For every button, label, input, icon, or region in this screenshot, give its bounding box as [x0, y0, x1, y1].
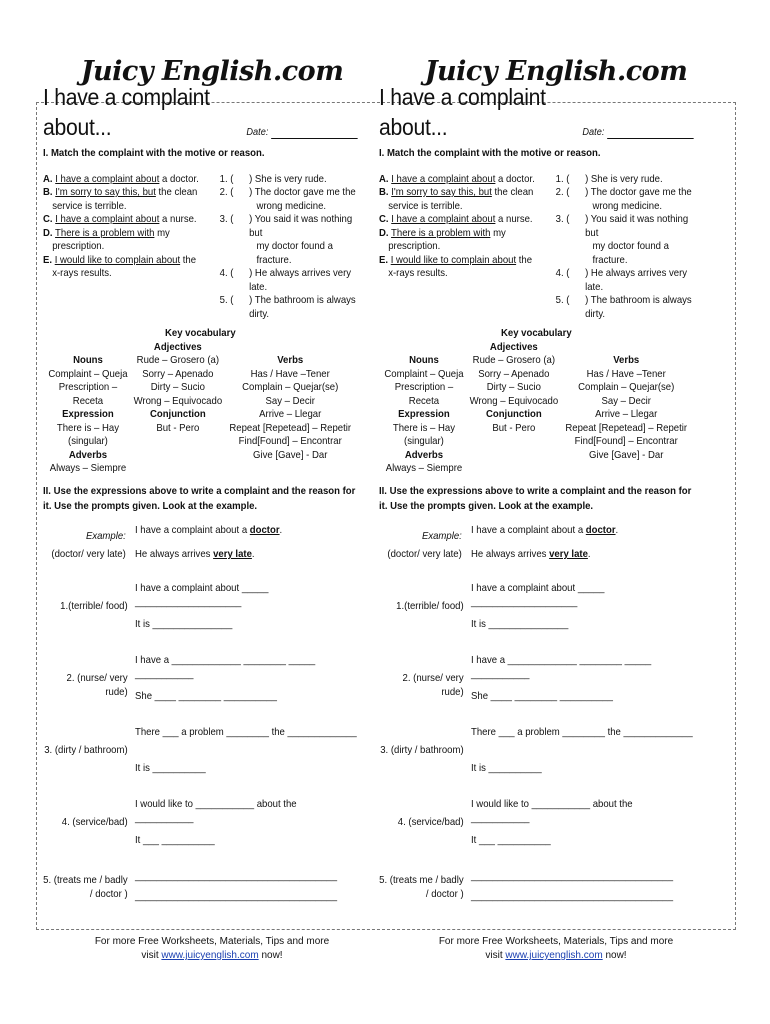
- writing-task: [379, 798, 694, 870]
- task-prompt: 5. (treats me / badly / doctor ): [379, 875, 464, 900]
- vocab-item: Prescription – Receta: [58, 382, 118, 407]
- vocab-col-verbs: [223, 341, 358, 476]
- complaint-letter: E.: [43, 254, 53, 266]
- footer-now: now!: [602, 950, 627, 961]
- expression-heading: Expression: [398, 409, 450, 421]
- example-keyword: doctor: [249, 525, 280, 536]
- example-text: He always arrives: [471, 549, 550, 560]
- example-text: I have a complaint about a: [135, 525, 250, 536]
- expression-heading: Expression: [62, 409, 114, 421]
- conjunction-heading: Conjunction: [149, 409, 206, 421]
- vocab-item: Always – Siempre: [385, 463, 463, 475]
- task-prompt: 4. (service/bad): [61, 817, 128, 828]
- reason-number: 3. (: [219, 214, 234, 226]
- adverbs-heading: Adverbs: [404, 449, 444, 461]
- reason-text: ) He always arrives very late.: [249, 268, 352, 293]
- matching-exercise: [379, 173, 694, 322]
- complaint-letter: C.: [43, 214, 53, 226]
- complaint-item: [43, 173, 220, 187]
- date-label: Date:: [246, 127, 269, 138]
- vocab-item: Has / Have –Tener: [250, 368, 330, 380]
- verbs-heading: Verbs: [277, 355, 304, 367]
- page-title: I have a complaint about...: [379, 84, 546, 141]
- vocab-item: Rude – Grosero (a): [472, 355, 556, 367]
- answer-line[interactable]: I would like to ___________ about the ___________: [135, 799, 297, 824]
- answer-line[interactable]: It ___ __________: [135, 835, 215, 846]
- worksheet-left: [43, 84, 358, 929]
- reason-number: 3. (: [555, 214, 570, 226]
- answer-line[interactable]: It is __________: [471, 763, 542, 774]
- vocab-item: Repeat [Repetead] – Repetir: [565, 422, 688, 434]
- task-prompt: 5. (treats me / badly / doctor ): [43, 875, 128, 900]
- vocab-item: Complaint – Queja: [48, 368, 128, 380]
- complaint-text: service is terrible.: [388, 200, 463, 212]
- example-label: Example:: [421, 531, 462, 542]
- complaint-item: [43, 186, 220, 200]
- task-prompt: 3. (dirty / bathroom): [44, 745, 128, 756]
- reason-item[interactable]: [556, 267, 694, 294]
- reason-item[interactable]: [220, 173, 358, 187]
- page-title: I have a complaint about...: [43, 84, 210, 141]
- complaints-list: [43, 173, 220, 322]
- example-keyword: very late: [549, 549, 588, 560]
- vocab-item: Wrong – Equivocado: [133, 395, 223, 407]
- reason-text: wrong medicine.: [256, 200, 327, 212]
- reasons-list: [220, 173, 358, 322]
- reason-text: wrong medicine.: [592, 200, 663, 212]
- reason-text: ) She is very rude.: [585, 173, 663, 185]
- writing-task: [43, 726, 358, 798]
- complaint-phrase: I have a complaint about: [55, 173, 160, 185]
- vocab-item: Give [Gave] - Dar: [253, 449, 328, 461]
- vocab-item: Say – Decir: [265, 395, 315, 407]
- complaint-text: a doctor.: [495, 173, 535, 185]
- adjectives-heading: Adjectives: [153, 341, 202, 353]
- example-sentence-2: [135, 548, 255, 562]
- nouns-heading: Nouns: [409, 355, 439, 367]
- complaint-letter: D.: [379, 227, 389, 239]
- example-label: Example:: [85, 531, 126, 542]
- writing-task: [379, 654, 694, 726]
- example-sentence-1: [135, 524, 282, 538]
- complaint-text: prescription.: [52, 241, 105, 253]
- vocab-title: Key vocabulary: [164, 328, 236, 340]
- complaint-text: my: [154, 227, 170, 239]
- answer-line[interactable]: I have a complaint about _____ ____________________: [135, 583, 269, 608]
- complaint-text: a nurse.: [495, 214, 533, 226]
- answer-line[interactable]: I have a _____________ ________ _____ ___________: [471, 655, 652, 680]
- complaint-text: service is terrible.: [52, 200, 127, 212]
- vocab-item: Complaint – Queja: [384, 368, 464, 380]
- reason-text: ) He always arrives very late.: [585, 268, 688, 293]
- date-label: Date:: [582, 127, 605, 138]
- vocab-col-adjectives: [133, 341, 223, 476]
- complaint-phrase: I have a complaint about: [391, 173, 496, 185]
- date-line[interactable]: [271, 129, 357, 139]
- brand-logo: Juicy English.com: [80, 56, 344, 87]
- complaint-phrase: I would like to complain about: [390, 254, 517, 266]
- conjunction-heading: Conjunction: [485, 409, 542, 421]
- vocab-col-nouns: [43, 341, 133, 476]
- vocab-item: Complain – Quejar(se): [578, 382, 675, 394]
- footer-visit: visit: [485, 950, 506, 961]
- writing-task: [43, 582, 358, 654]
- writing-task: [379, 582, 694, 654]
- writing-task: [43, 654, 358, 726]
- reason-text: my doctor found a fracture.: [592, 241, 669, 266]
- vocab-item: Dirty – Sucio: [486, 382, 541, 394]
- reason-number: 4. (: [555, 268, 570, 280]
- task-prompt: 3. (dirty / bathroom): [380, 745, 464, 756]
- complaints-list: [379, 173, 556, 322]
- complaint-text: my: [490, 227, 506, 239]
- complaint-item: [43, 254, 220, 268]
- example-text: I have a complaint about a: [471, 525, 586, 536]
- footer-visit: visit: [141, 950, 162, 961]
- answer-line[interactable]: It is __________: [135, 763, 206, 774]
- complaint-letter: A.: [379, 173, 389, 185]
- adverbs-heading: Adverbs: [68, 449, 108, 461]
- example-prompt: (doctor/ very late): [387, 549, 462, 560]
- writing-task: [43, 870, 358, 910]
- site-link[interactable]: www.juicyenglish.com: [161, 950, 259, 961]
- vocab-item: Say – Decir: [601, 395, 651, 407]
- vocab-item: Has / Have –Tener: [586, 368, 666, 380]
- tasks-list: [43, 582, 358, 910]
- date-line[interactable]: [607, 129, 693, 139]
- answer-line[interactable]: It is _______________: [471, 619, 569, 630]
- date-field[interactable]: [582, 126, 693, 143]
- vocab-item: Sorry – Apenado: [478, 368, 550, 380]
- answer-line[interactable]: I have a complaint about _____ ____________________: [471, 583, 605, 608]
- example-keyword: doctor: [585, 525, 616, 536]
- adjectives-heading: Adjectives: [489, 341, 538, 353]
- vocab-item: Find[Found] – Encontrar: [238, 436, 342, 448]
- section-2-heading: II. Use the expressions above to write a complaint and the reason for it. Use the prompts given. Look at the example.: [43, 485, 356, 512]
- complaint-item: [379, 254, 556, 268]
- complaint-phrase: I have a complaint about: [55, 214, 160, 226]
- reason-text: ) The bathroom is always dirty.: [585, 295, 692, 320]
- reason-item[interactable]: [556, 173, 694, 187]
- complaint-letter: B.: [43, 187, 53, 199]
- vocab-item: Dirty – Sucio: [150, 382, 205, 394]
- complaint-letter: A.: [43, 173, 53, 185]
- vocab-item: But - Pero: [492, 422, 536, 434]
- complaint-item: [43, 227, 220, 241]
- section-1-heading: I. Match the complaint with the motive or reason.: [379, 148, 601, 159]
- reason-item[interactable]: [556, 213, 694, 240]
- reason-item[interactable]: [556, 294, 694, 321]
- brand-logo: Juicy English.com: [424, 56, 688, 87]
- answer-line[interactable]: There ___ a problem ________ the _____________: [135, 727, 357, 738]
- complaint-phrase: I have a complaint about: [391, 214, 496, 226]
- vocab-item: Repeat [Repetead] – Repetir: [229, 422, 352, 434]
- complaint-item: [379, 213, 556, 227]
- complaint-phrase: I'm sorry to say this, but: [55, 187, 156, 199]
- example-sentence-2: [471, 548, 591, 562]
- task-prompt: 2. (nurse/ very rude): [402, 673, 464, 698]
- complaint-text: the: [180, 254, 197, 266]
- complaint-item: [379, 186, 556, 200]
- vocab-item: Complain – Quejar(se): [242, 382, 339, 394]
- complaint-phrase: I would like to complain about: [54, 254, 181, 266]
- writing-task: [379, 726, 694, 798]
- example: [379, 524, 694, 564]
- vocab-item: There is – Hay (singular): [392, 422, 456, 448]
- answer-line[interactable]: ______________________________________: [135, 891, 338, 902]
- vocab-item: Sorry – Apenado: [142, 368, 214, 380]
- complaint-letter: B.: [379, 187, 389, 199]
- footer-line: For more Free Worksheets, Materials, Tips and more: [94, 936, 330, 947]
- example-text: .: [251, 549, 255, 560]
- complaint-phrase: I'm sorry to say this, but: [391, 187, 492, 199]
- answer-line[interactable]: ______________________________________: [471, 871, 674, 882]
- complaint-letter: C.: [379, 214, 389, 226]
- writing-task: [43, 798, 358, 870]
- reason-number: 4. (: [219, 268, 234, 280]
- reason-item[interactable]: [220, 267, 358, 294]
- reason-text: ) She is very rude.: [249, 173, 327, 185]
- date-field[interactable]: [246, 126, 357, 143]
- vocab-item: Arrive – Llegar: [595, 409, 658, 421]
- complaint-text: the clean: [491, 187, 534, 199]
- footer: [62, 935, 362, 963]
- answer-line[interactable]: It is _______________: [135, 619, 233, 630]
- reasons-list: [556, 173, 694, 322]
- matching-exercise: [43, 173, 358, 322]
- tasks-list: [379, 582, 694, 910]
- complaint-text: the clean: [155, 187, 198, 199]
- vocab-item: Find[Found] – Encontrar: [574, 436, 678, 448]
- answer-line[interactable]: She ____ ________ __________: [135, 691, 277, 702]
- vocab-item: Give [Gave] - Dar: [589, 449, 664, 461]
- verbs-heading: Verbs: [613, 355, 640, 367]
- reason-number: 1. (: [555, 173, 570, 185]
- reason-number: 1. (: [219, 173, 234, 185]
- answer-line[interactable]: There ___ a problem ________ the _____________: [471, 727, 693, 738]
- vocab-item: Prescription – Receta: [394, 382, 454, 407]
- example-text: .: [279, 525, 283, 536]
- writing-task: [379, 870, 694, 910]
- task-prompt: 4. (service/bad): [397, 817, 464, 828]
- complaint-text: prescription.: [388, 241, 441, 253]
- answer-line[interactable]: ______________________________________: [471, 891, 674, 902]
- complaint-text: the: [516, 254, 533, 266]
- task-prompt: 1.(terrible/ food): [396, 601, 464, 612]
- example: [43, 524, 358, 564]
- task-prompt: 1.(terrible/ food): [60, 601, 128, 612]
- vocab-col-adjectives: [469, 341, 559, 476]
- worksheet-right: [379, 84, 694, 929]
- answer-line[interactable]: I have a _____________ ________ _____ ___________: [135, 655, 316, 680]
- vocab-title: Key vocabulary: [500, 328, 572, 340]
- task-prompt: 2. (nurse/ very rude): [66, 673, 128, 698]
- complaint-text: x-rays results.: [52, 268, 112, 280]
- vocab-col-nouns: [379, 341, 469, 476]
- complaint-item: [379, 173, 556, 187]
- example-keyword: very late: [213, 549, 252, 560]
- answer-line[interactable]: It ___ __________: [471, 835, 551, 846]
- section-1-heading: I. Match the complaint with the motive or reason.: [43, 148, 265, 159]
- complaint-letter: E.: [379, 254, 389, 266]
- answer-line[interactable]: She ____ ________ __________: [471, 691, 613, 702]
- complaint-letter: D.: [43, 227, 53, 239]
- vocab-item: Always – Siempre: [49, 463, 127, 475]
- example-text: .: [615, 525, 619, 536]
- reason-text: ) The doctor gave me the: [585, 187, 692, 199]
- reason-text: ) You said it was nothing but: [249, 214, 353, 239]
- reason-item[interactable]: [220, 294, 358, 321]
- complaint-item: [379, 227, 556, 241]
- example-prompt: (doctor/ very late): [51, 549, 126, 560]
- section-2-heading: II. Use the expressions above to write a complaint and the reason for it. Use the prompts given. Look at the example.: [379, 485, 692, 512]
- complaint-phrase: There is a problem with: [391, 227, 491, 239]
- example-text: .: [587, 549, 591, 560]
- complaint-phrase: There is a problem with: [55, 227, 155, 239]
- footer-line: For more Free Worksheets, Materials, Tips and more: [438, 936, 674, 947]
- answer-line[interactable]: ______________________________________: [135, 871, 338, 882]
- footer: [406, 935, 706, 963]
- reason-number: 5. (: [219, 295, 234, 307]
- complaint-text: x-rays results.: [388, 268, 448, 280]
- vocab-item: Arrive – Llegar: [259, 409, 322, 421]
- reason-text: my doctor found a fracture.: [256, 241, 333, 266]
- reason-number: 2. (: [219, 187, 234, 199]
- reason-item[interactable]: [220, 186, 358, 200]
- complaint-text: a doctor.: [159, 173, 199, 185]
- reason-text: ) You said it was nothing but: [585, 214, 689, 239]
- nouns-heading: Nouns: [73, 355, 103, 367]
- reason-text: ) The doctor gave me the: [249, 187, 356, 199]
- reason-number: 5. (: [555, 295, 570, 307]
- reason-text: ) The bathroom is always dirty.: [249, 295, 356, 320]
- vocab-item: There is – Hay (singular): [56, 422, 120, 448]
- vocab-item: Rude – Grosero (a): [136, 355, 220, 367]
- reason-item[interactable]: [556, 186, 694, 200]
- example-sentence-1: [471, 524, 618, 538]
- vocab-table: [379, 341, 694, 476]
- complaint-item: [43, 213, 220, 227]
- complaint-text: a nurse.: [159, 214, 197, 226]
- footer-now: now!: [258, 950, 283, 961]
- answer-line[interactable]: I would like to ___________ about the ___________: [471, 799, 633, 824]
- site-link[interactable]: www.juicyenglish.com: [505, 950, 603, 961]
- worksheet-frame: [36, 84, 736, 930]
- reason-number: 2. (: [555, 187, 570, 199]
- vocab-table: [43, 341, 358, 476]
- vocab-item: But - Pero: [156, 422, 200, 434]
- example-text: He always arrives: [135, 549, 214, 560]
- vocab-item: Wrong – Equivocado: [469, 395, 559, 407]
- vocab-col-verbs: [559, 341, 694, 476]
- reason-item[interactable]: [220, 213, 358, 240]
